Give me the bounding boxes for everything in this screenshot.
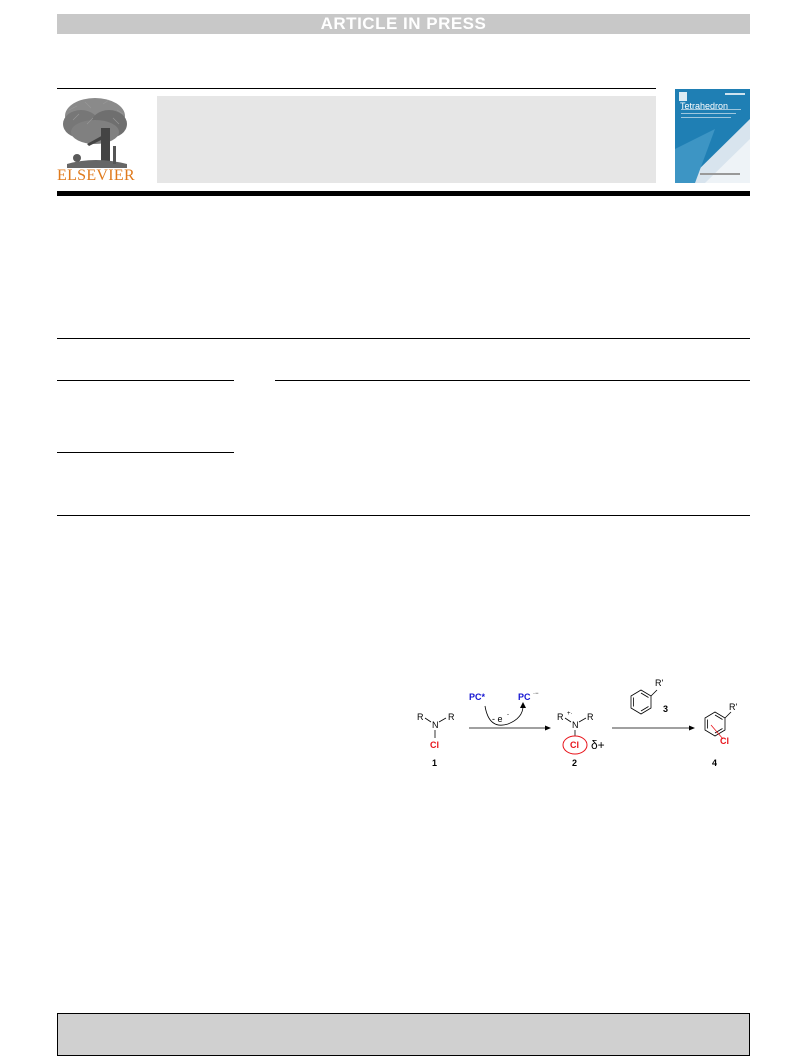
compound-3-ring [631,690,657,714]
compound-2-r-left: R [557,712,564,722]
compound-3-label: 3 [663,704,669,714]
publisher-name: ELSEVIER [57,167,135,184]
reaction-arrow-1-head [545,726,551,731]
article-info-top-rule [57,338,750,339]
compound-1-n: N [432,720,439,730]
compound-4-cl: Cl [720,736,729,746]
electron-transfer-label: - e [492,714,503,724]
electron-charge: - [507,712,509,718]
abstract-heading-rule [275,380,750,381]
compound-1-label: 1 [432,758,438,768]
compound-2-bond-right [579,718,586,722]
article-in-press-banner: ARTICLE IN PRESS [57,14,750,34]
compound-1-cl: Cl [430,740,439,750]
article-info-heading-rule [57,380,234,381]
masthead-bottom-rule [57,191,750,196]
photocatalyst-excited: PC* [469,692,486,702]
compound-3-substituent: R' [655,678,664,688]
compound-2-charge: +· [567,711,573,717]
compound-4-substituent: R' [729,702,738,712]
compound-1-bond-right [439,718,446,722]
keywords-heading-rule [57,452,234,453]
compound-2-cl: Cl [570,740,579,750]
article-info-bottom-rule [57,515,750,516]
compound-4-ring [705,712,731,739]
compound-2-label: 2 [572,758,578,768]
electron-transfer-curve [485,706,523,725]
compound-1-r-left: R [417,712,424,722]
compound-2-partial-charge: δ+ [591,738,605,752]
journal-title: Tetrahedron [680,101,729,111]
compound-2-n: N [572,720,579,730]
compound-1-r-right: R [448,712,455,722]
photocatalyst-reduced-charge: ·− [533,691,539,697]
electron-transfer-head [520,702,526,708]
photocatalyst-reduced: PC [518,692,531,702]
compound-2-r-right: R [587,712,594,722]
compound-1-bond-left [425,718,431,722]
masthead-top-rule [57,88,656,89]
reaction-arrow-2-head [689,726,695,731]
masthead-box [157,96,656,183]
compound-2-bond-left [565,718,571,722]
reaction-scheme [405,668,760,773]
footer-citation-box [57,1013,750,1056]
compound-4-label: 4 [712,758,718,768]
